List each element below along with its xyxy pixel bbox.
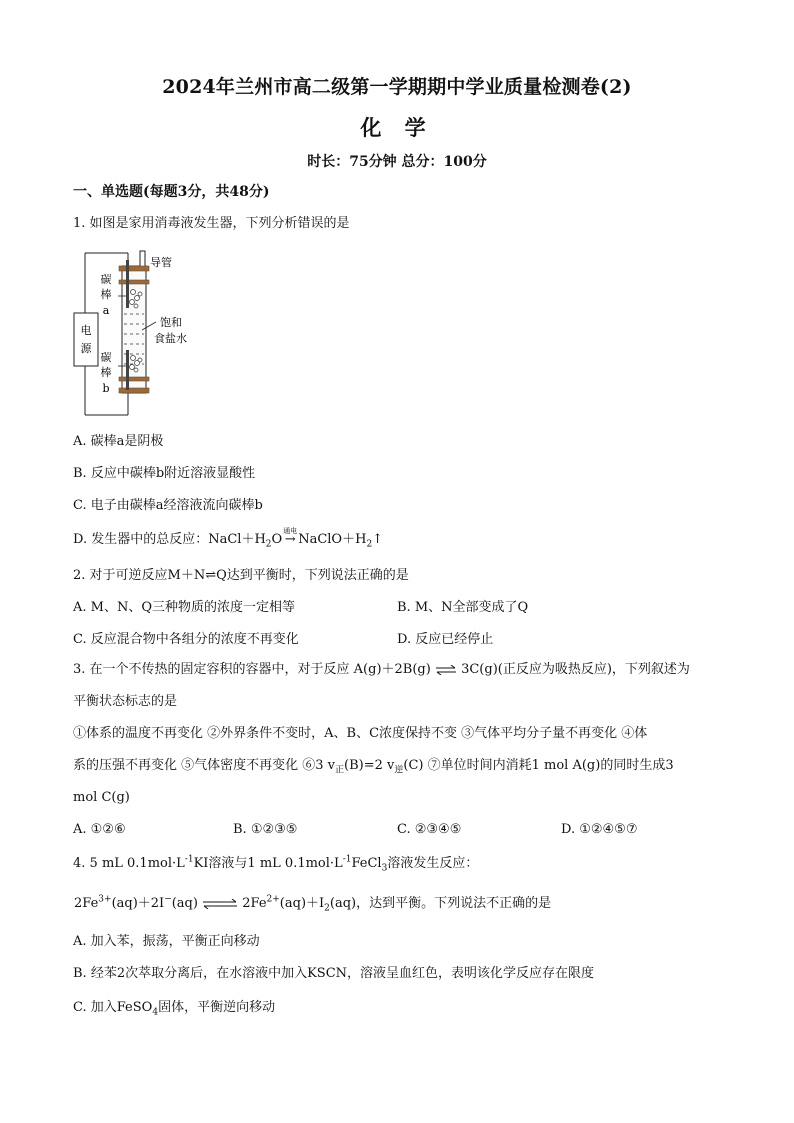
q1-d-arrow-label: 通电 xyxy=(283,527,298,535)
rod-b-label-3: b xyxy=(102,382,110,395)
q4-line-1c: FeCl xyxy=(351,856,382,871)
q2-option-a: A. M、N、Q三种物质的浓度一定相等 xyxy=(73,600,295,615)
q3-line-4e: (C) ⑦单位时间内消耗1 mol A(g)的同时生成3 xyxy=(403,758,674,773)
q4-eq-d: 2Fe xyxy=(242,896,267,911)
rod-a-label-2: 棒 xyxy=(100,288,112,301)
q1-d-text-4: ↑ xyxy=(372,532,384,547)
q4-line-1d: 溶液发生反应： xyxy=(387,856,479,871)
q4-line-1 xyxy=(73,856,478,872)
q3-sub-reverse: 逆 xyxy=(394,765,404,776)
q1-option-b: B. 反应中碳棒b附近溶液显酸性 xyxy=(73,466,256,481)
q4-eq-e-sub: 2 xyxy=(324,903,330,914)
q4-option-a: A. 加入苯，振荡，平衡正向移动 xyxy=(73,934,260,949)
q4-equation xyxy=(74,896,551,912)
q4-eq-e: (aq)＋I xyxy=(279,896,325,911)
q2-option-d: D. 反应已经停止 xyxy=(397,632,494,647)
q3-line-2: 平衡状态标志的是 xyxy=(73,694,178,709)
top-cap xyxy=(119,266,149,271)
solution-label-2: 食盐水 xyxy=(154,332,187,345)
q3-line-1a: 3. 在一个不传热的固定容积的容器中，对于反应 A(g)＋2B(g) xyxy=(73,662,431,677)
q3-line-3: ①体系的温度不再变化 ②外界条件不变时，A、B、C浓度保持不变 ③气体平均分子量不再变化 ④体 xyxy=(73,726,648,741)
guide-pipe xyxy=(140,251,145,268)
q2-stem: 2. 对于可逆反应M＋N⇌Q达到平衡时，下列说法正确的是 xyxy=(73,568,409,583)
q1-d-text-2: O xyxy=(271,532,283,547)
rod-a-label-3: a xyxy=(102,304,110,317)
q4-option-c xyxy=(73,1000,275,1016)
q4-c-text-2: 固体，平衡逆向移动 xyxy=(158,1000,276,1015)
q4-eq-a: 2Fe xyxy=(74,896,99,911)
q4-eq-f: (aq) xyxy=(329,896,357,911)
q3-sub-forward: 正 xyxy=(335,765,345,776)
top-cap-2 xyxy=(119,280,149,284)
subject-title: 化 学 xyxy=(360,115,434,140)
q1-d-arrow: 通电 → xyxy=(282,532,298,548)
q4-option-b: B. 经苯2次萃取分离后，在水溶液中加入KSCN，溶液呈血红色，表明该化学反应存在限度 xyxy=(73,966,595,981)
tube-label: 导管 xyxy=(150,256,172,269)
section-heading: 一、单选题(每题3分，共48分) xyxy=(73,184,270,200)
q4-line-1a: 4. 5 mL 0.1mol·L xyxy=(73,856,185,871)
q1-option-c: C. 电子由碳棒a经溶液流向碳棒b xyxy=(73,498,263,513)
rod-a-label-1: 碳 xyxy=(100,273,112,286)
q4-sup-1: -1 xyxy=(184,854,194,865)
q4-eq-b-sup: − xyxy=(164,894,172,905)
q3-option-c: C. ②③④⑤ xyxy=(397,822,462,837)
q1-stem: 1. 如图是家用消毒液发生器，下列分析错误的是 xyxy=(73,216,350,231)
q4-sup-2: -1 xyxy=(342,854,352,865)
q4-eq-c: (aq) xyxy=(171,896,198,911)
carbon-rod-b xyxy=(126,350,129,390)
q3-option-a: A. ①②⑥ xyxy=(73,822,126,837)
power-label-2: 源 xyxy=(80,342,92,355)
equilibrium-arrow-icon xyxy=(202,899,238,909)
equilibrium-arrow-icon xyxy=(435,665,457,675)
q1-d-text-1: D. 发生器中的总反应：NaCl＋H xyxy=(73,532,266,547)
q3-option-d: D. ①②④⑤⑦ xyxy=(561,822,638,837)
q4-c-sub: 4 xyxy=(152,1007,159,1018)
q4-eq-a-sup: 3+ xyxy=(98,894,112,905)
q1-option-d: D. 发生器中的总反应：$NaCl+H_2O$ 通电 → $NaClO+H_2↑$ xyxy=(73,532,383,548)
bottom-cap-2 xyxy=(119,388,149,393)
q1-option-a: A. 碳棒a是阴极 xyxy=(73,434,164,449)
q4-sub-3: 3 xyxy=(381,863,388,874)
electrolysis-diagram xyxy=(70,246,210,418)
exam-title: 2024年兰州市高二级第一学期期中学业质量检测卷(2) xyxy=(162,76,632,98)
bottom-cap xyxy=(119,377,149,381)
q3-line-1b: 3C(g)(正反应为吸热反应)，下列叙述为 xyxy=(461,662,690,677)
q4-eq-b: (aq)＋2I xyxy=(111,896,165,911)
q3-line-4a: 系的压强不再变化 ⑤气体密度不再变化 ⑥3 v xyxy=(73,758,336,773)
q2-option-b: B. M、N全部变成了Q xyxy=(397,600,529,615)
q4-eq-d-sup: 2+ xyxy=(266,894,280,905)
exam-meta: 时长：75分钟 总分：100分 xyxy=(307,154,487,170)
carbon-rod-a xyxy=(126,260,129,308)
q3-line-5: mol C(g) xyxy=(73,790,130,805)
q4-c-text-1: C. 加入FeSO xyxy=(73,1000,153,1015)
q4-line-1b: KI溶液与1 mL 0.1mol·L xyxy=(193,856,343,871)
q1-d-text-3: NaClO＋H xyxy=(298,532,367,547)
q3-line-4 xyxy=(73,758,674,774)
power-box xyxy=(74,313,98,366)
q3-option-b: B. ①②③⑤ xyxy=(233,822,298,837)
q4-eq-tail: ，达到平衡。下列说法不正确的是 xyxy=(356,896,552,911)
solution-label-1: 饱和 xyxy=(160,316,182,329)
rod-b-label-2: 棒 xyxy=(100,366,112,379)
q3-line-1 xyxy=(73,662,690,678)
q3-line-4c: (B)=2 v xyxy=(344,758,395,773)
q2-option-c: C. 反应混合物中各组分的浓度不再变化 xyxy=(73,632,299,647)
rod-b-label-1: 碳 xyxy=(100,351,112,364)
power-label-1: 电 xyxy=(80,324,92,337)
